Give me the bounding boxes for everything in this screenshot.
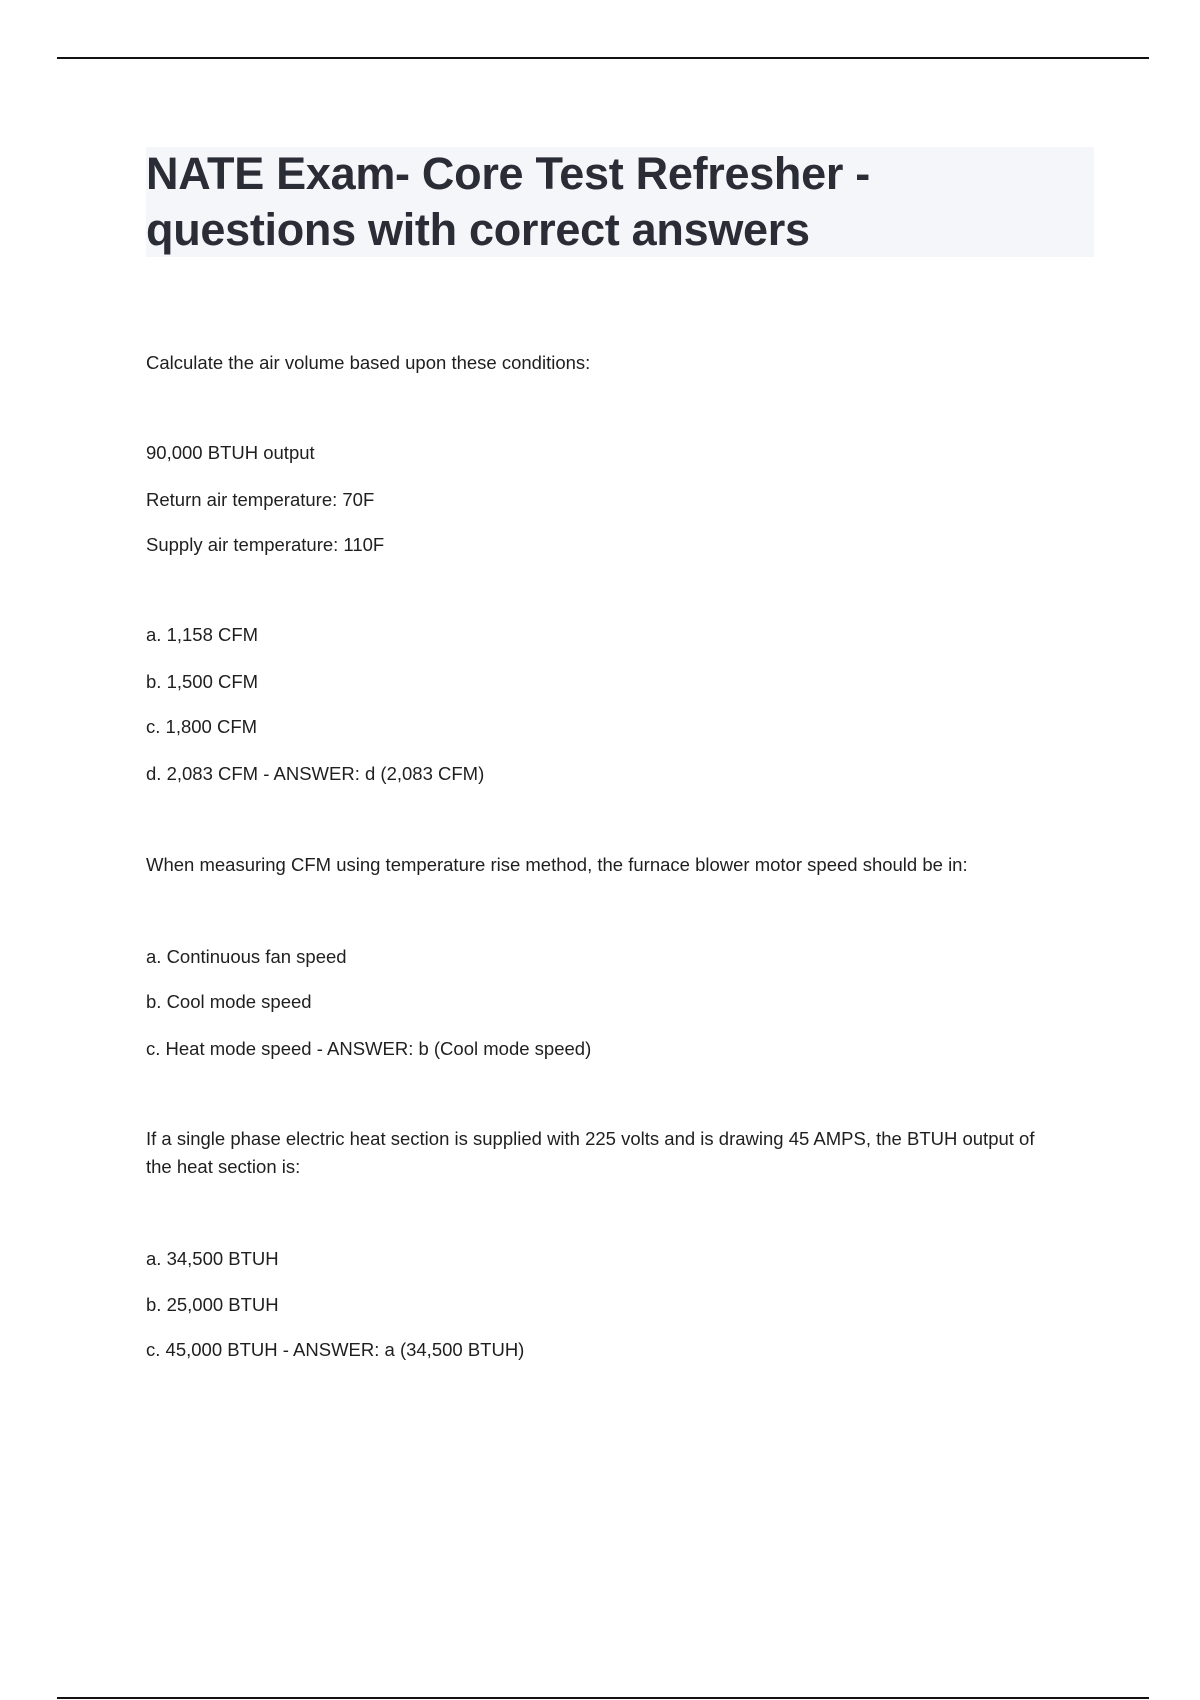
question-1-option: c. 1,800 CFM (146, 716, 258, 737)
question-1-option-answer: d. 2,083 CFM - ANSWER: d (2,083 CFM) (146, 763, 485, 784)
question-2-prompt: When measuring CFM using temperature rise method, the furnace blower motor speed should be in: (146, 854, 968, 875)
bottom-rule (57, 1697, 1149, 1699)
question-2-option-answer: c. Heat mode speed - ANSWER: b (Cool mode speed) (146, 1038, 592, 1059)
top-rule (57, 57, 1149, 59)
question-3-prompt: If a single phase electric heat section is supplied with 225 volts and is drawing 45 AMPS, the BTUH output of the heat section is: (146, 1128, 1035, 1177)
question-1-condition: 90,000 BTUH output (146, 442, 315, 463)
question-1-prompt: Calculate the air volume based upon these conditions: (146, 352, 591, 373)
question-2-option: a. Continuous fan speed (146, 946, 347, 967)
question-1-option: b. 1,500 CFM (146, 671, 259, 692)
question-3-option: b. 25,000 BTUH (146, 1294, 279, 1315)
question-1-condition: Supply air temperature: 110F (146, 534, 385, 555)
question-1-condition: Return air temperature: 70F (146, 489, 375, 510)
document-title: NATE Exam- Core Test Refresher - questions with correct answers (146, 148, 870, 255)
question-1-option: a. 1,158 CFM (146, 624, 259, 645)
question-2-option: b. Cool mode speed (146, 991, 312, 1012)
question-3-option: a. 34,500 BTUH (146, 1248, 279, 1269)
question-3-option-answer: c. 45,000 BTUH - ANSWER: a (34,500 BTUH) (146, 1339, 525, 1360)
